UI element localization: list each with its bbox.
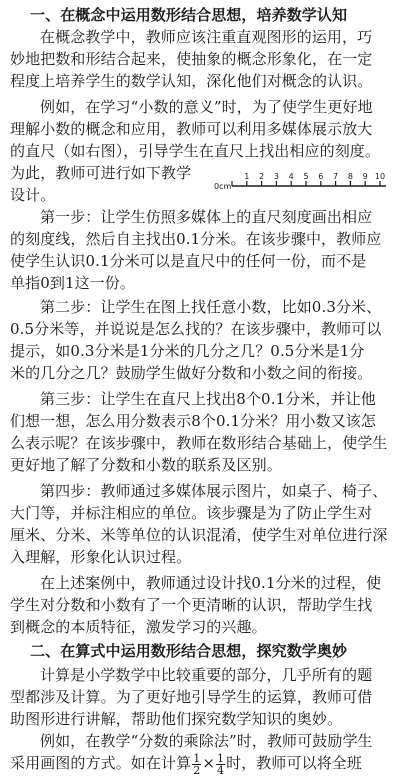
ruler-tick-label: 10 [374, 172, 386, 181]
paragraph-line: 在概念教学中，教师应该注重直观图形的运用，巧 [40, 28, 373, 46]
paragraph-line: 理解小数的概念和应用，教师可以利用多媒体展示放大 [10, 120, 373, 138]
paragraph-line: 提示，如0.3分米是1分米的几分之几？0.5分米是1分 [10, 342, 365, 360]
paragraph-line: 型都涉及计算。为了更好地引导学生的运算，教师可借 [10, 688, 373, 706]
paragraph-line: 在上述案例中，教师通过设计找0.1分米的过程，使 [40, 574, 382, 592]
fraction-b-denominator: 4 [216, 763, 225, 777]
paragraph-line: 的直尺（如右图），引导学生在直尺上找出相应的刻度。 [10, 142, 381, 160]
paragraph-line: 例如，在教学“分数的乘除法”时，教师可鼓励学生 [40, 732, 373, 750]
paragraph-line: 设计。 [10, 186, 56, 204]
fraction-a-numerator: 1 [193, 751, 201, 765]
paragraph-line: 更好地了解了分数和小数的联系及区别。 [10, 456, 282, 474]
fraction-b-numerator: 1 [216, 751, 225, 765]
paragraph-line: 使学生认识0.1分米可以是直尺中的任何一份，而不是 [10, 252, 367, 270]
ruler-tick-label: 2 [259, 172, 265, 181]
ruler-tick-label: 9 [362, 172, 368, 181]
paragraph-line: 第三步：让学生在直尺上找出8个0.1分米，并让他 [40, 390, 376, 408]
ruler-tick-label: 1 [244, 172, 250, 181]
paragraph-line: 0.5分米等，并说说是怎么找的？在该步骤中，教师可以 [10, 320, 382, 338]
paragraph-line: 第二步：让学生在图上找任意小数，比如0.3分米、 [40, 298, 382, 316]
fraction-b [216, 753, 225, 776]
ruler-tick-label: 6 [318, 172, 324, 181]
paragraph-line: 厘米、分米、米等单位的认识混淆，使学生对单位进行深 [10, 526, 388, 544]
fraction-a [192, 753, 201, 776]
ruler-tick-label: 4 [288, 172, 294, 181]
text-segment: 采用画图的方式。如在计算 [10, 754, 192, 772]
paragraph-line: 助图形进行讲解，帮助他们探究数学知识的奥妙。 [10, 710, 343, 728]
multiply-sign: × [202, 754, 215, 772]
paragraph-line: 第一步：让学生仿照多媒体上的直尺刻度画出相应 [40, 208, 373, 226]
text-segment: 时，教师可以将全班 [226, 754, 362, 772]
paragraph-line: 第四步：教师通过多媒体展示图片，如桌子、椅子、 [40, 482, 388, 500]
ruler-unit-label: 0cm [214, 182, 232, 191]
ruler-tick-label: 5 [303, 172, 309, 181]
ruler-tick-label: 8 [347, 172, 353, 181]
paragraph-line: 大门等，并标注相应的单位。该步骤是为了防止学生对 [10, 504, 373, 522]
paragraph-line: 妙地把数和形结合起来，使抽象的概念形象化，在一定 [10, 50, 373, 68]
paragraph-line: 米的几分之几？鼓励学生做好分数和小数之间的衔接。 [10, 364, 373, 382]
paragraph-line: 为此，教师可进行如下教学 [10, 164, 192, 182]
paragraph-line: 的刻度线，然后自主找出0.1分米。在该步骤中，教师应 [10, 230, 382, 248]
section-heading-2: 二、在算式中运用数形结合思想，探究数学奥妙 [30, 642, 348, 660]
paragraph-line: 程度上培养学生的数学认知，深化他们对概念的认识。 [10, 72, 373, 90]
paragraph-line: 到概念的本质特征，激发学习的兴趣。 [10, 618, 267, 636]
paragraph-line: 们想一想，怎么用分数表示8个0.1分米？用小数又该怎 [10, 412, 377, 430]
paragraph-line: 例如，在学习“小数的意义”时，为了使学生更好地 [40, 98, 373, 116]
paragraph-line: 单指0到1这一份。 [10, 274, 135, 292]
paragraph-line: 计算是小学数学中比较重要的部分，几乎所有的题 [40, 666, 373, 684]
section-heading-1: 一、在概念中运用数形结合思想，培养数学认知 [30, 6, 348, 24]
ruler-tick-label: 7 [333, 172, 339, 181]
fraction-a-denominator: 2 [193, 763, 201, 777]
paragraph-line: 么表示呢？在该步骤中，教师在数形结合基础上，使学生 [10, 434, 388, 452]
paragraph-line-with-fraction [10, 752, 402, 776]
paragraph-line: 学生对分数和小数有了一个更清晰的认识，帮助学生找 [10, 596, 373, 614]
ruler-tick-label: 3 [273, 172, 279, 181]
ruler-figure [214, 170, 394, 192]
paragraph-line: 入理解，形象化认识过程。 [10, 548, 192, 566]
